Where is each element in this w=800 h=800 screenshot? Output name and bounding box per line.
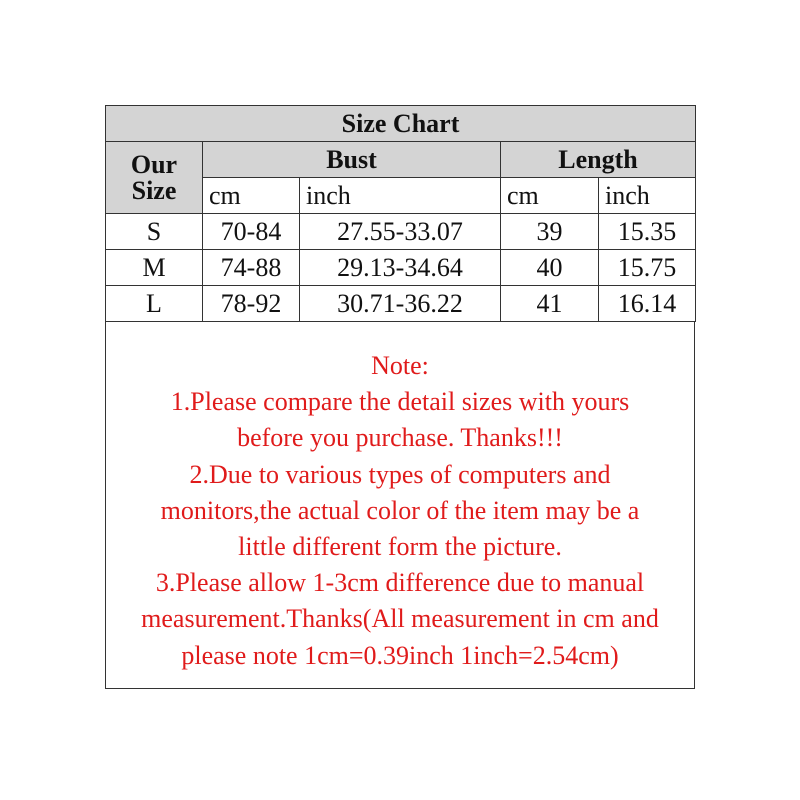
- header-row-1: [106, 142, 696, 178]
- length-inch-header: inch: [599, 178, 696, 214]
- note-heading: Note:: [371, 351, 429, 380]
- size-cell: L: [106, 286, 203, 322]
- bust-cm-cell: 70-84: [203, 214, 300, 250]
- title-row: [106, 106, 696, 142]
- length-header: Length: [501, 142, 696, 178]
- bust-cm-header: cm: [203, 178, 300, 214]
- our-size-header-line1: Our: [130, 149, 178, 179]
- bust-inch-cell: 30.71-36.22: [300, 286, 501, 322]
- size-chart: [105, 105, 695, 689]
- note-line: 3.Please allow 1-3cm difference due to manual: [155, 568, 645, 598]
- chart-title: Size Chart: [106, 106, 696, 142]
- note-line: 1.Please compare the detail sizes with yours: [170, 387, 630, 417]
- note-line: measurement.Thanks(All measurement in cm and: [141, 604, 659, 634]
- bust-inch-cell: 29.13-34.64: [300, 250, 501, 286]
- length-cm-cell: 40: [501, 250, 599, 286]
- length-inch-cell: 15.35: [599, 214, 696, 250]
- note-line: monitors,the actual color of the item may be a: [160, 495, 640, 525]
- notes-panel: [105, 322, 695, 689]
- size-chart-table: [105, 105, 696, 322]
- size-cell: M: [106, 250, 203, 286]
- length-inch-cell: 16.14: [599, 286, 696, 322]
- bust-header: Bust: [203, 142, 501, 178]
- bust-inch-cell: 27.55-33.07: [300, 214, 501, 250]
- table-row: [106, 250, 696, 286]
- size-cell: S: [106, 214, 203, 250]
- note-line: before you purchase. Thanks!!!: [237, 423, 563, 453]
- length-cm-cell: 39: [501, 214, 599, 250]
- our-size-header: [106, 142, 203, 214]
- length-cm-cell: 41: [501, 286, 599, 322]
- our-size-header-line2: Size: [131, 175, 177, 205]
- note-line: 2.Due to various types of computers and: [189, 459, 611, 489]
- bust-cm-cell: 74-88: [203, 250, 300, 286]
- bust-inch-header: inch: [300, 178, 501, 214]
- length-cm-header: cm: [501, 178, 599, 214]
- note-line: little different form the picture.: [238, 532, 562, 562]
- table-row: [106, 286, 696, 322]
- note-line: please note 1cm=0.39inch 1inch=2.54cm): [181, 640, 619, 670]
- bust-cm-cell: 78-92: [203, 286, 300, 322]
- table-row: [106, 214, 696, 250]
- length-inch-cell: 15.75: [599, 250, 696, 286]
